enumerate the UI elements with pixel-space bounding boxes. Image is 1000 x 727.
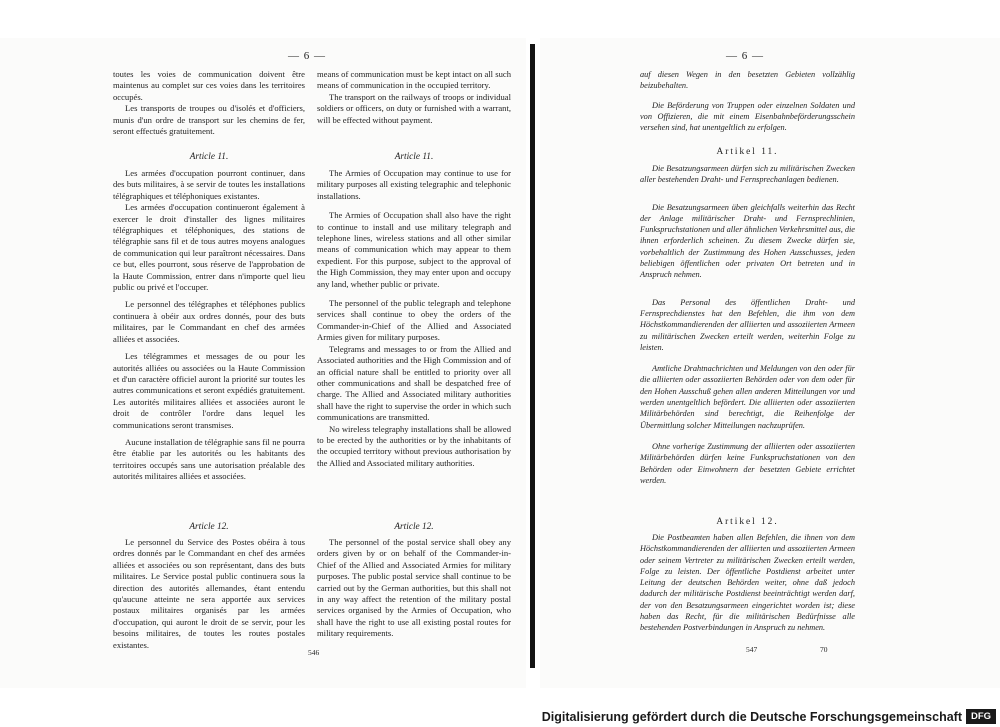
paragraph: means of communication must be kept intact on all such means of communication in the occupied territory. [317, 69, 511, 91]
paragraph: Die Besatzungsarmeen dürfen sich zu militärischen Zwecken aller bestehenden Draht- und Fernsprechanlagen bedienen. [640, 164, 855, 185]
paragraph: Amtliche Drahtnachrichten und Meldungen von den oder für die alliierten oder assoziierten Behörden oder von dem oder für den Hohen Ausschuß gehen allen anderen Mitteilungen vor und werden unentgeltlich befördert. Die alliierten oder assoziierten Militärbehörden sind berechtigt, die Reihenfolge der Übermittlung solcher Mitteilungen nachzuprüfen. [640, 364, 855, 430]
right-page-number: — 6 — [726, 50, 764, 62]
paragraph: Le personnel des télégraphes et téléphones publics continuera à obéir aux ordres donnés, pour des buts militaires, par le Commandant en chef des armées alliées et associées. [113, 299, 305, 344]
french-article-12 [113, 537, 305, 651]
paragraph: No wireless telegraphy installations shall be allowed to be erected by the authorities or by the inhabitants of the occupied territory without previous authorisation by the Allied and Associated military authorities. [317, 423, 511, 468]
paragraph: Les armées d'occupation continueront également à exercer le droit d'installer des lignes militaires télégraphiques et téléphoniques, des stations de télégraphie sans fil et de tous autres moyens analogues de communication qui leur paraîtront nécessaires. Dans ce but, elles pourront, sous réserve de l'approbation de la Haute Commission, entrer dans n'importe quel lieu public ou privé et l'occuper. [113, 202, 305, 293]
english-article-11-heading: Article 11. [394, 152, 434, 162]
paragraph: Les transports de troupes ou d'isolés et d'officiers, munis d'un ordre de transport sur les chemins de fer, seront effectués gratuitement. [113, 103, 305, 137]
dfg-logo-icon: DFG [966, 709, 996, 724]
paragraph: Les armées d'occupation pourront continuer, dans des buts militaires, à se servir de toutes les installations télégraphiques et téléphoniques existantes. [113, 168, 305, 201]
paragraph: Telegrams and messages to or from the Allied and Associated authorities and the High Commission and of an official nature shall be entitled to priority over all other communications and shall be despatched free of charge. The Allied and Associated military authorities shall have the right to supervise the order in which such communications are transmitted. [317, 343, 511, 423]
paragraph: Die Beförderung von Truppen oder einzelnen Soldaten und von Offizieren, die mit einem Eisenbahnbeförderungsschein versehen sind, hat unentgeltlich zu erfolgen. [640, 100, 855, 133]
french-intro [113, 69, 305, 137]
dfg-banner-text: Digitalisierung gefördert durch die Deutsche Forschungsgemeinschaft [541, 710, 962, 724]
german-intro [640, 69, 855, 133]
english-article-12 [317, 537, 511, 640]
paragraph: Das Personal des öffentlichen Draht- und Fernsprechdienstes hat den Befehlen, die ihm von dem Höchstkommandierenden der alliierten und assoziierten Armeen zu militärischen Zwecken erteilt werden, weiterhin Folge zu leisten. [640, 297, 855, 352]
paragraph: The Armies of Occupation may continue to use for military purposes all existing telegraphic and telephonic installations. [317, 168, 511, 201]
french-article-11-heading: Article 11. [189, 152, 229, 162]
german-article-11 [640, 163, 855, 486]
paragraph: Ohne vorherige Zustimmung der alliierten oder assoziierten Militärbehörden dürfen keine Funkspruchstationen von den Behörden oder Einwohnern der besetzten Gebiete errichtet werden. [640, 441, 855, 485]
paragraph: Die Besatzungsarmeen üben gleichfalls weiterhin das Recht der Anlage militärischer Draht- und Fernsprechlinien, Funkspruchstationen und aller ähnlichen Verkehrsmittel aus, die ihnen erforderlich scheinen. Zu diesem Zwecke dürfen sie, vorbehaltlich der Zustimmung des Hohen Ausschusses, jeden beliebigen öffentlichen oder privaten Ort betreten und in Anspruch nehmen. [640, 202, 855, 280]
french-article-11 [113, 168, 305, 483]
left-footer-number: 546 [308, 648, 320, 657]
german-article-12-heading: Artikel 12. [716, 517, 779, 527]
paragraph: The transport on the railways of troops or individual soldiers or officers, on duty or furnished with a warrant, will be effected without payment. [317, 91, 511, 125]
paragraph: auf diesen Wegen in den besetzten Gebieten vollzählig beizubehalten. [640, 70, 855, 91]
german-article-11-heading: Artikel 11. [716, 147, 779, 157]
paragraph: The Armies of Occupation shall also have the right to continue to install and use military telegraph and telephone lines, wireless stations and all other similar means of communication which may appear to them expedient. For this purpose, subject to the approval of the High Commission, they may enter upon and occupy any land, whether public or private. [317, 210, 511, 289]
english-article-12-heading: Article 12. [394, 522, 434, 532]
english-intro [317, 69, 511, 126]
english-article-11 [317, 168, 511, 469]
left-page-number: — 6 — [288, 50, 326, 62]
paragraph: The personnel of the postal service shall obey any orders given by or on behalf of the Commander-in-Chief of the Allied and Associated Armies for military purposes. The public postal service shall continue to be carried out by the German authorities, but this shall not in any way affect the retention of the military postal services organised by the Armies of Occupation, who shall have the right to use all existing postal routes for military requirements. [317, 537, 511, 639]
paragraph: Les télégrammes et messages de ou pour les autorités alliées ou associées ou la Haute Commission et d'un caractère officiel auront la priorité sur toutes les autres communications et seront expédiés gratuitement. Les autorités militaires alliées et associées auront le droit de contrôler l'ordre dans lequel les communications seront transmises. [113, 351, 305, 430]
paragraph: The personnel of the public telegraph and telephone services shall continue to obey the orders of the Commander-in-Chief of the Allied and Associated Armies given for military purposes. [317, 298, 511, 343]
paragraph: Die Postbeamten haben allen Befehlen, die ihnen von dem Höchstkommandierenden der alliierten und assoziierten Armeen oder seinem Vertreter zu militärischen Zwecken erteilt werden, Folge zu leisten. Der öffentliche Postdienst arbeitet unter Leitung der deutschen Behörden weiter, ohne daß jedoch dadurch der militärische Postdienst beeinträchtigt werden darf, der von den Besatzungsarmeen eingerichtet worden ist; diese haben das Recht, für die militärischen Bedürfnisse alle bestehenden Postverbindungen in Anspruch zu nehmen. [640, 533, 855, 633]
german-article-12 [640, 532, 855, 634]
paragraph: Le personnel du Service des Postes obéira à tous ordres donnés par le Commandant en chef des armées alliées et associées ou son représentant, dans des buts militaires. Le Service postal public continuera sous la direction des autorités allemandes, étant entendu qu'aucune atteinte ne sera apportée aux services postaux militaires organisés par les armées d'occupation, qui auront le droit de se servir, pour les besoins militaires, de toutes les routes postales existantes. [113, 537, 305, 650]
book-gutter [530, 44, 535, 668]
right-footer-number: 547 [746, 645, 758, 654]
paragraph: toutes les voies de communication doivent être maintenus au complet sur ces voies dans les territoires occupés. [113, 69, 305, 102]
right-footer-mark: 70 [820, 645, 828, 654]
paragraph: Aucune installation de télégraphie sans fil ne pourra être établie par les autorités ou les habitants des territoires occupés sans une autorisation préalable des autorités militaires alliées et associées. [113, 436, 305, 482]
dfg-banner [0, 706, 1000, 727]
french-article-12-heading: Article 12. [189, 522, 229, 532]
